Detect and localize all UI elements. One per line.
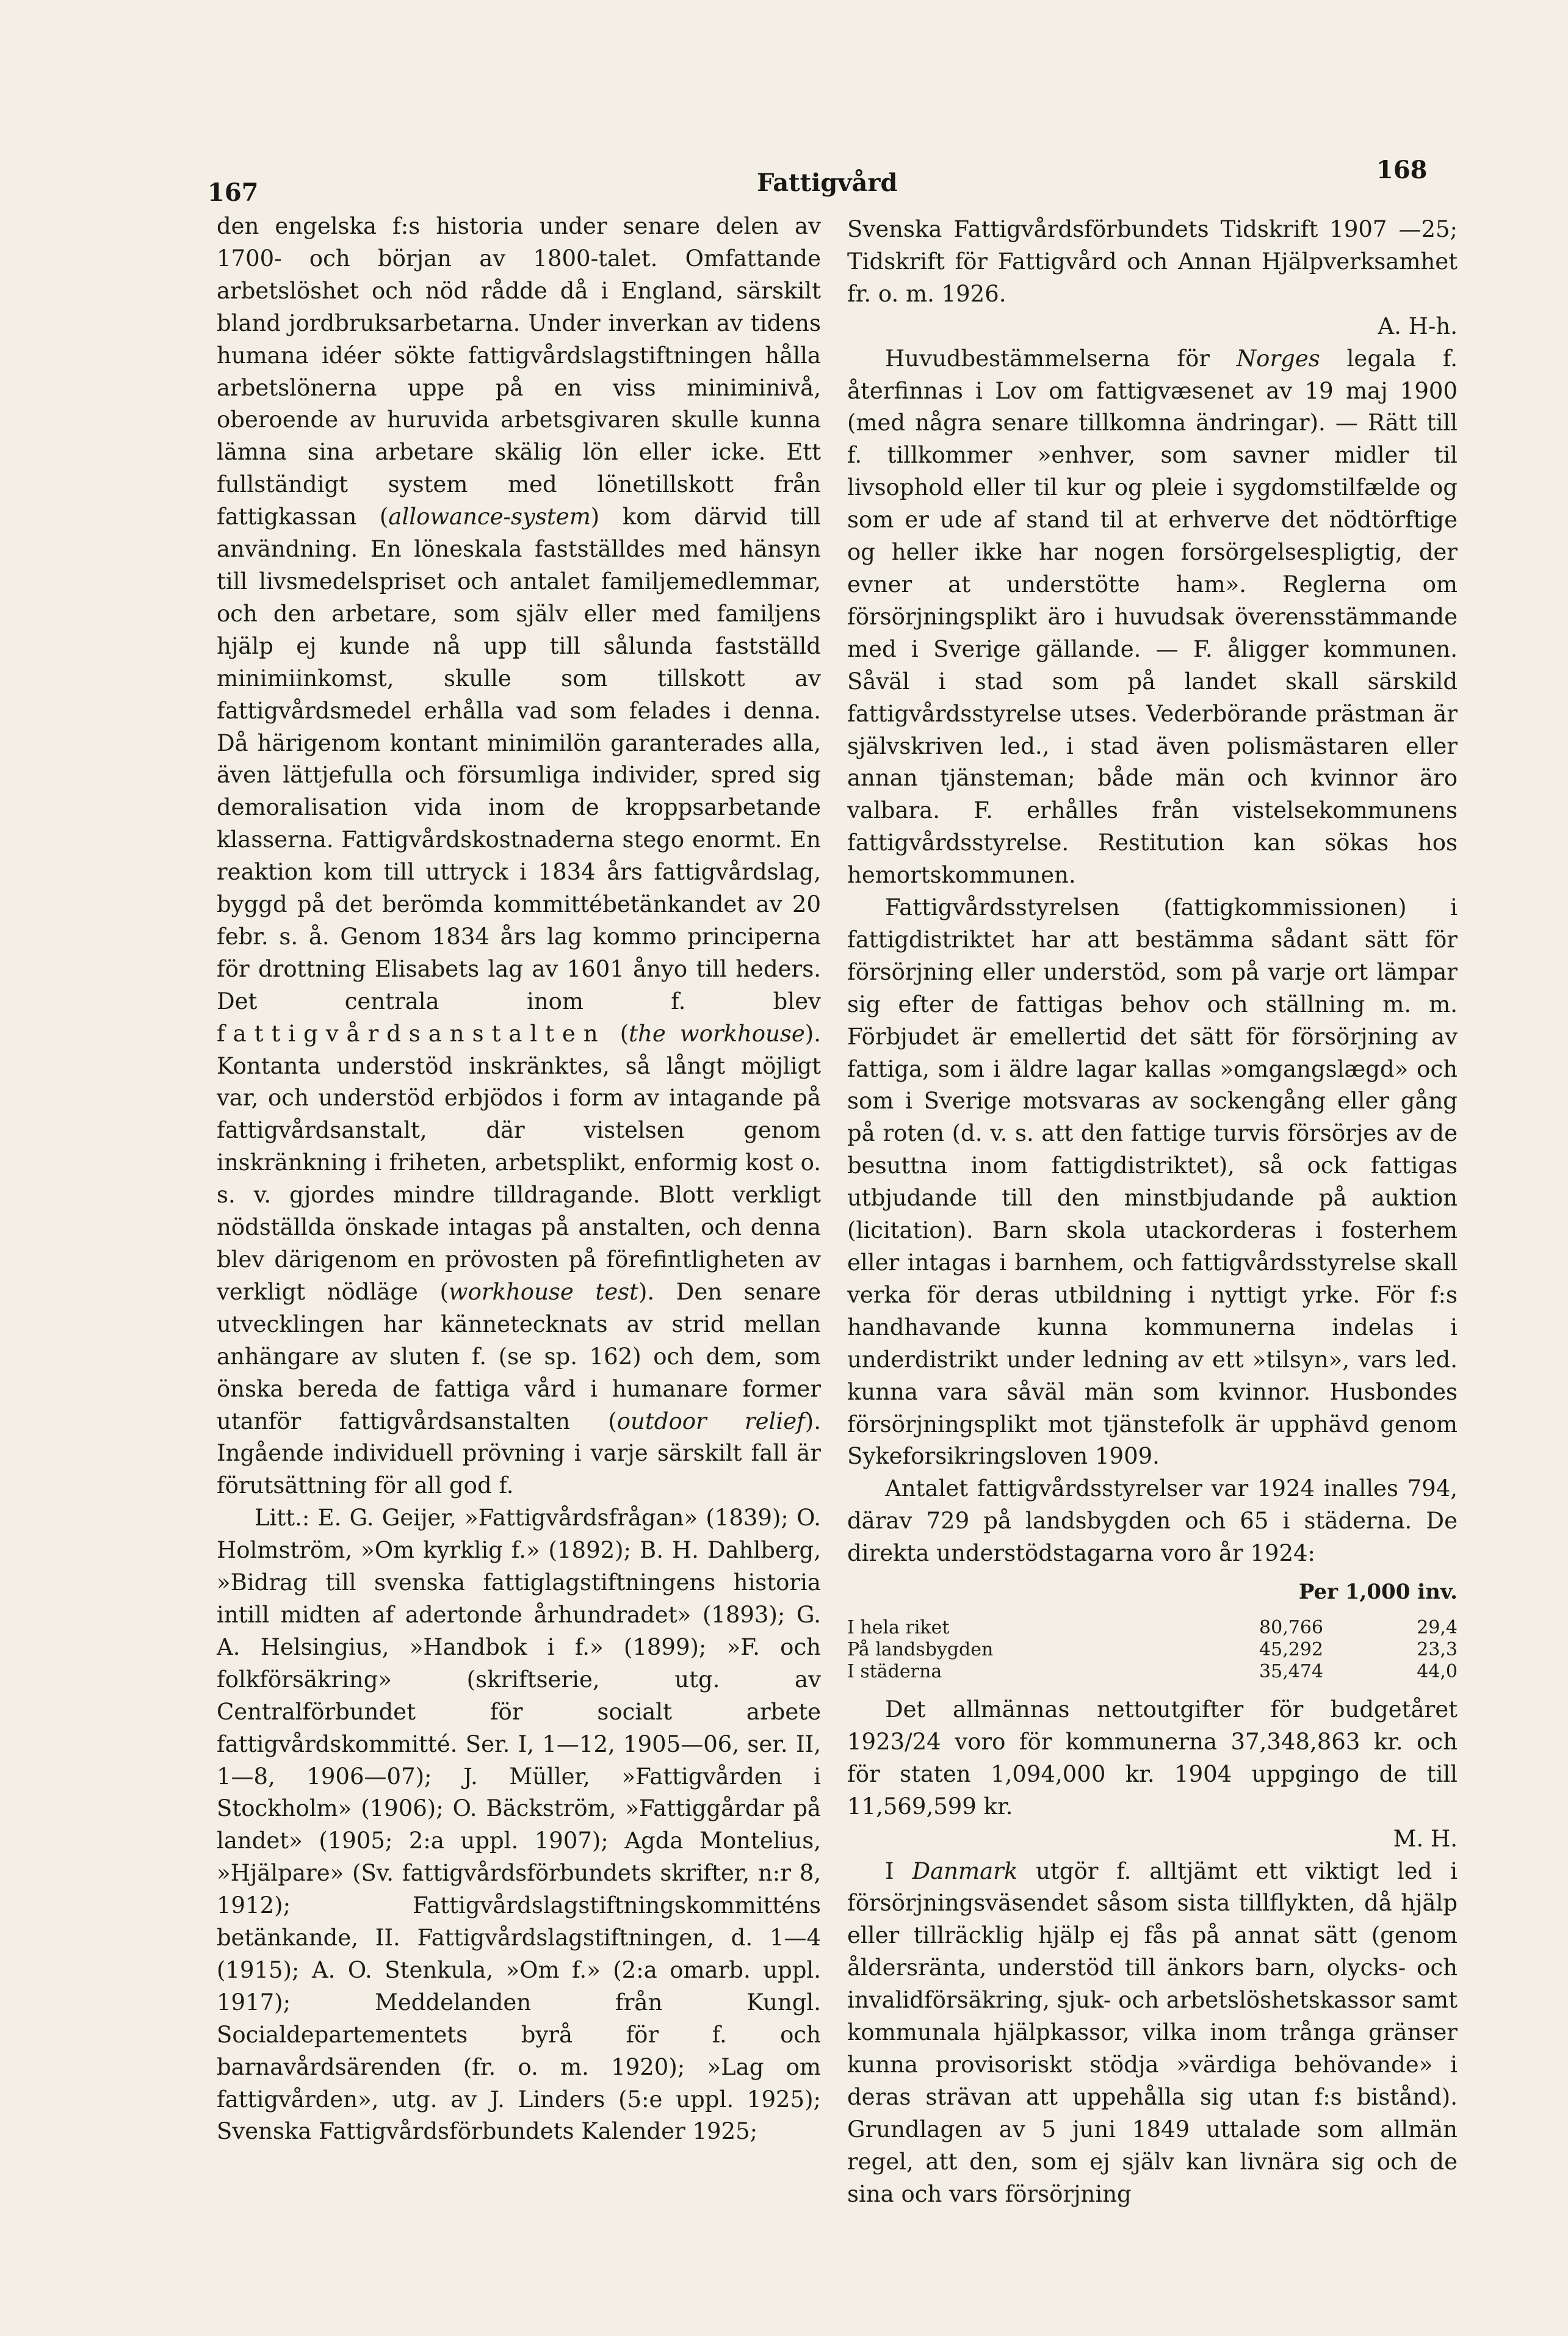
statistics-table — [847, 1617, 1458, 1683]
paragraph: Antalet fattigvårdsstyrelser var 1924 inalles 794, därav 729 på landsbygden och 65 i städerna. De direkta understödstagarna voro år 1924: — [847, 1475, 1458, 1567]
author-signature: A. H-h. — [1378, 313, 1458, 339]
table-row: I städerna 35,474 44,0 — [847, 1660, 1458, 1682]
paragraph-norway: Huvudbestämmelserna för Norges legala f. återfinnas i Lov om fattigvæsenet av 19 maj 1900 (med några senare tillkomna ändringar). — Rätt till f. tillkommer »enhver, som savner midler til livsophold eller til kur og pleie i sygdomstilfælde og som er ude af stand til at erhverve det nödtörftige og heller ikke har nogen forsörgelsespligtig, der evner at understötte ham». Reglerna om försörjningsplikt äro i huvudsak överensstämmande med i Sverige gällande. — F. åligger kommunen. Såväl i stad som på landet skall särskild fattigvårdsstyrelse utses. Vederbörande prästman är självskriven led., i stad även polismästaren eller annan tjänsteman; både män och kvinnor äro valbara. F. erhålles från vistelsekommunens fattigvårdsstyrelse. Restitution kan sökas hos hemortskommunen. — [847, 345, 1458, 889]
right-column — [847, 214, 1458, 2210]
running-title: Fattigvård — [757, 168, 898, 197]
paragraph: den engelska f:s historia under senare delen av 1700- och början av 1800-talet. Omfattande arbetslöshet och nöd rådde då i England, särskilt bland jordbruksarbetarna. Under inverkan av tidens humana idéer sökte fattigvårdslagstiftningen hålla arbetslönerna uppe på en viss miniminivå, oberoende av huruvida arbetsgivaren skulle kunna lämna sina arbetare skälig lön eller icke. Ett fullständigt system med lönetillskott från fattigkassan (allowance-system) kom därvid till användning. En löneskala fastställdes med hänsyn till livsmedelspriset och antalet familjemedlemmar, och den arbetare, som själv eller med familjens hjälp ej kunde nå upp till sålunda fastställd minimiinkomst, skulle som tillskott av fattigvårdsmedel erhålla vad som felades i denna. Då härigenom kontant minimilön garanterades alla, även lättjefulla och försumliga individer, spred sig demoralisation vida inom de kroppsarbetande klasserna. Fattigvårdskostnaderna stego enormt. En reaktion kom till uttryck i 1834 års fattigvårdslag, byggd på det berömda kommittébetänkandet av 20 febr. s. å. Genom 1834 års lag kommo principerna för drottning Elisabets lag av 1601 ånyo till heders. Det centrala inom f. blev fattigvårdsanstalten (the workhouse). Kontanta understöd inskränktes, så långt möjligt var, och understöd erbjödos i form av intagande på fattigvårdsanstalt, där vistelsen genom inskränkning i friheten, arbetsplikt, enformig kost o. s. v. gjordes mindre tilldragande. Blott verkligt nödställda önskade intagas på anstalten, och denna blev därigenom en prövosten på förefintligheten av verkligt nödläge (workhouse test). Den senare utvecklingen har kännetecknats av strid mellan anhängare av sluten f. (se sp. 162) och dem, som önska bereda de fattiga vård i humanare former utanför fattigvårdsanstalten (outdoor relief). Ingående individuell prövning i varje särskilt fall är förutsättning för all god f. — [217, 213, 821, 1499]
literature-references: Litt.: E. G. Geijer, »Fattigvårdsfrågan» (1839); O. Holmström, »Om kyrklig f.» (1892); B. H. Dahlberg, »Bidrag till svenska fattiglagstiftningens historia intill midten af adertonde århundradet» (1893); G. A. Helsingius, »Handbok i f.» (1899); »F. och folkförsäkring» (skriftserie, utg. av Centralförbundet för socialt arbete fattigvårdskommitté. Ser. I, 1—12, 1905—06, ser. II, 1—8, 1906—07); J. Müller, »Fattigvården i Stockholm» (1906); O. Bäckström, »Fattiggårdar på landet» (1905; 2:a uppl. 1907); Agda Montelius, »Hjälpare» (Sv. fattigvårdsförbundets skrifter, n:r 8, 1912); Fattigvårdslagstiftningskommitténs betänkande, II. Fattigvårdslagstiftningen, d. 1—4 (1915); A. O. Stenkula, »Om f.» (2:a omarb. uppl. 1917); Meddelanden från Kungl. Socialdepartementets byrå för f. och barnavårdsärenden (fr. o. m. 1920); »Lag om fattigvården», utg. av J. Linders (5:e uppl. 1925); Svenska Fattigvårdsförbundets Kalender 1925; — [217, 1505, 821, 2145]
page-number-right: 168 — [1376, 156, 1428, 184]
paragraph: Svenska Fattigvårdsförbundets Tidskrift 1907 —25; Tidskrift för Fattigvård och Annan Hjälpverksamhet fr. o. m. 1926. — [847, 216, 1458, 307]
page-number-left: 167 — [208, 178, 259, 207]
table-row: I hela riket 80,766 29,4 — [847, 1616, 1458, 1638]
paragraph: Fattigvårdsstyrelsen (fattigkommissionen) i fattigdistriktet har att bestämma sådant sätt för försörjning eller understöd, som på varje ort lämpar sig efter de fattigas behov och ställning m. m. Förbjudet är emellertid det sätt för försörjning av fattiga, som i äldre lagar kallas »omgangslægd» och som i Sverige motsvaras av sockengång eller gång på roten (d. v. s. att den fattige turvis försörjes av de besuttna inom fattigdistriktet), så ock fattigas utbjudande till den minstbjudande på auktion (licitation). Barn skola utackorderas i fosterhem eller intagas i barnhem, och fattigvårdsstyrelse skall verka för deras utbildning i nyttigt yrke. För f:s handhavande kunna kommunerna indelas i underdistrikt under ledning av ett »tilsyn», vars led. kunna vara såväl män som kvinnor. Husbondes försörjningsplikt mot tjänstefolk är upphävd genom Sykeforsikringsloven 1909. — [847, 894, 1458, 1470]
emphasized-term: fattigvårdsanstalten — [217, 1020, 606, 1047]
left-column — [217, 211, 821, 2148]
author-signature: M. H. — [1393, 1825, 1458, 1852]
table-header: Per 1,000 inv. — [1298, 1580, 1458, 1605]
table-row: På landsbygden 45,292 23,3 — [847, 1638, 1458, 1660]
paragraph: Det allmännas nettoutgifter för budgetåret 1923/24 voro för kommunerna 37,348,863 kr. och för staten 1,094,000 kr. 1904 uppgingo de till 11,569,599 kr. — [847, 1696, 1458, 1820]
paragraph-denmark: I Danmark utgör f. alltjämt ett viktigt led i försörjningsväsendet såsom sista tillflykten, då hjälp eller tillräcklig hjälp ej fås på annat sätt (genom åldersränta, understöd till änkors barn, olycks- och invalidförsäkring, sjuk- och arbetslöshetskassor samt kommunala hjälpkassor, vilka inom trånga gränser kunna provisoriskt stödja »värdiga behövande» i deras strävan att uppehålla sig utan f:s bistånd). Grundlagen av 5 juni 1849 uttalade som allmän regel, att den, som ej själv kan livnära sig och de sina och vars försörjning — [847, 1857, 1458, 2207]
